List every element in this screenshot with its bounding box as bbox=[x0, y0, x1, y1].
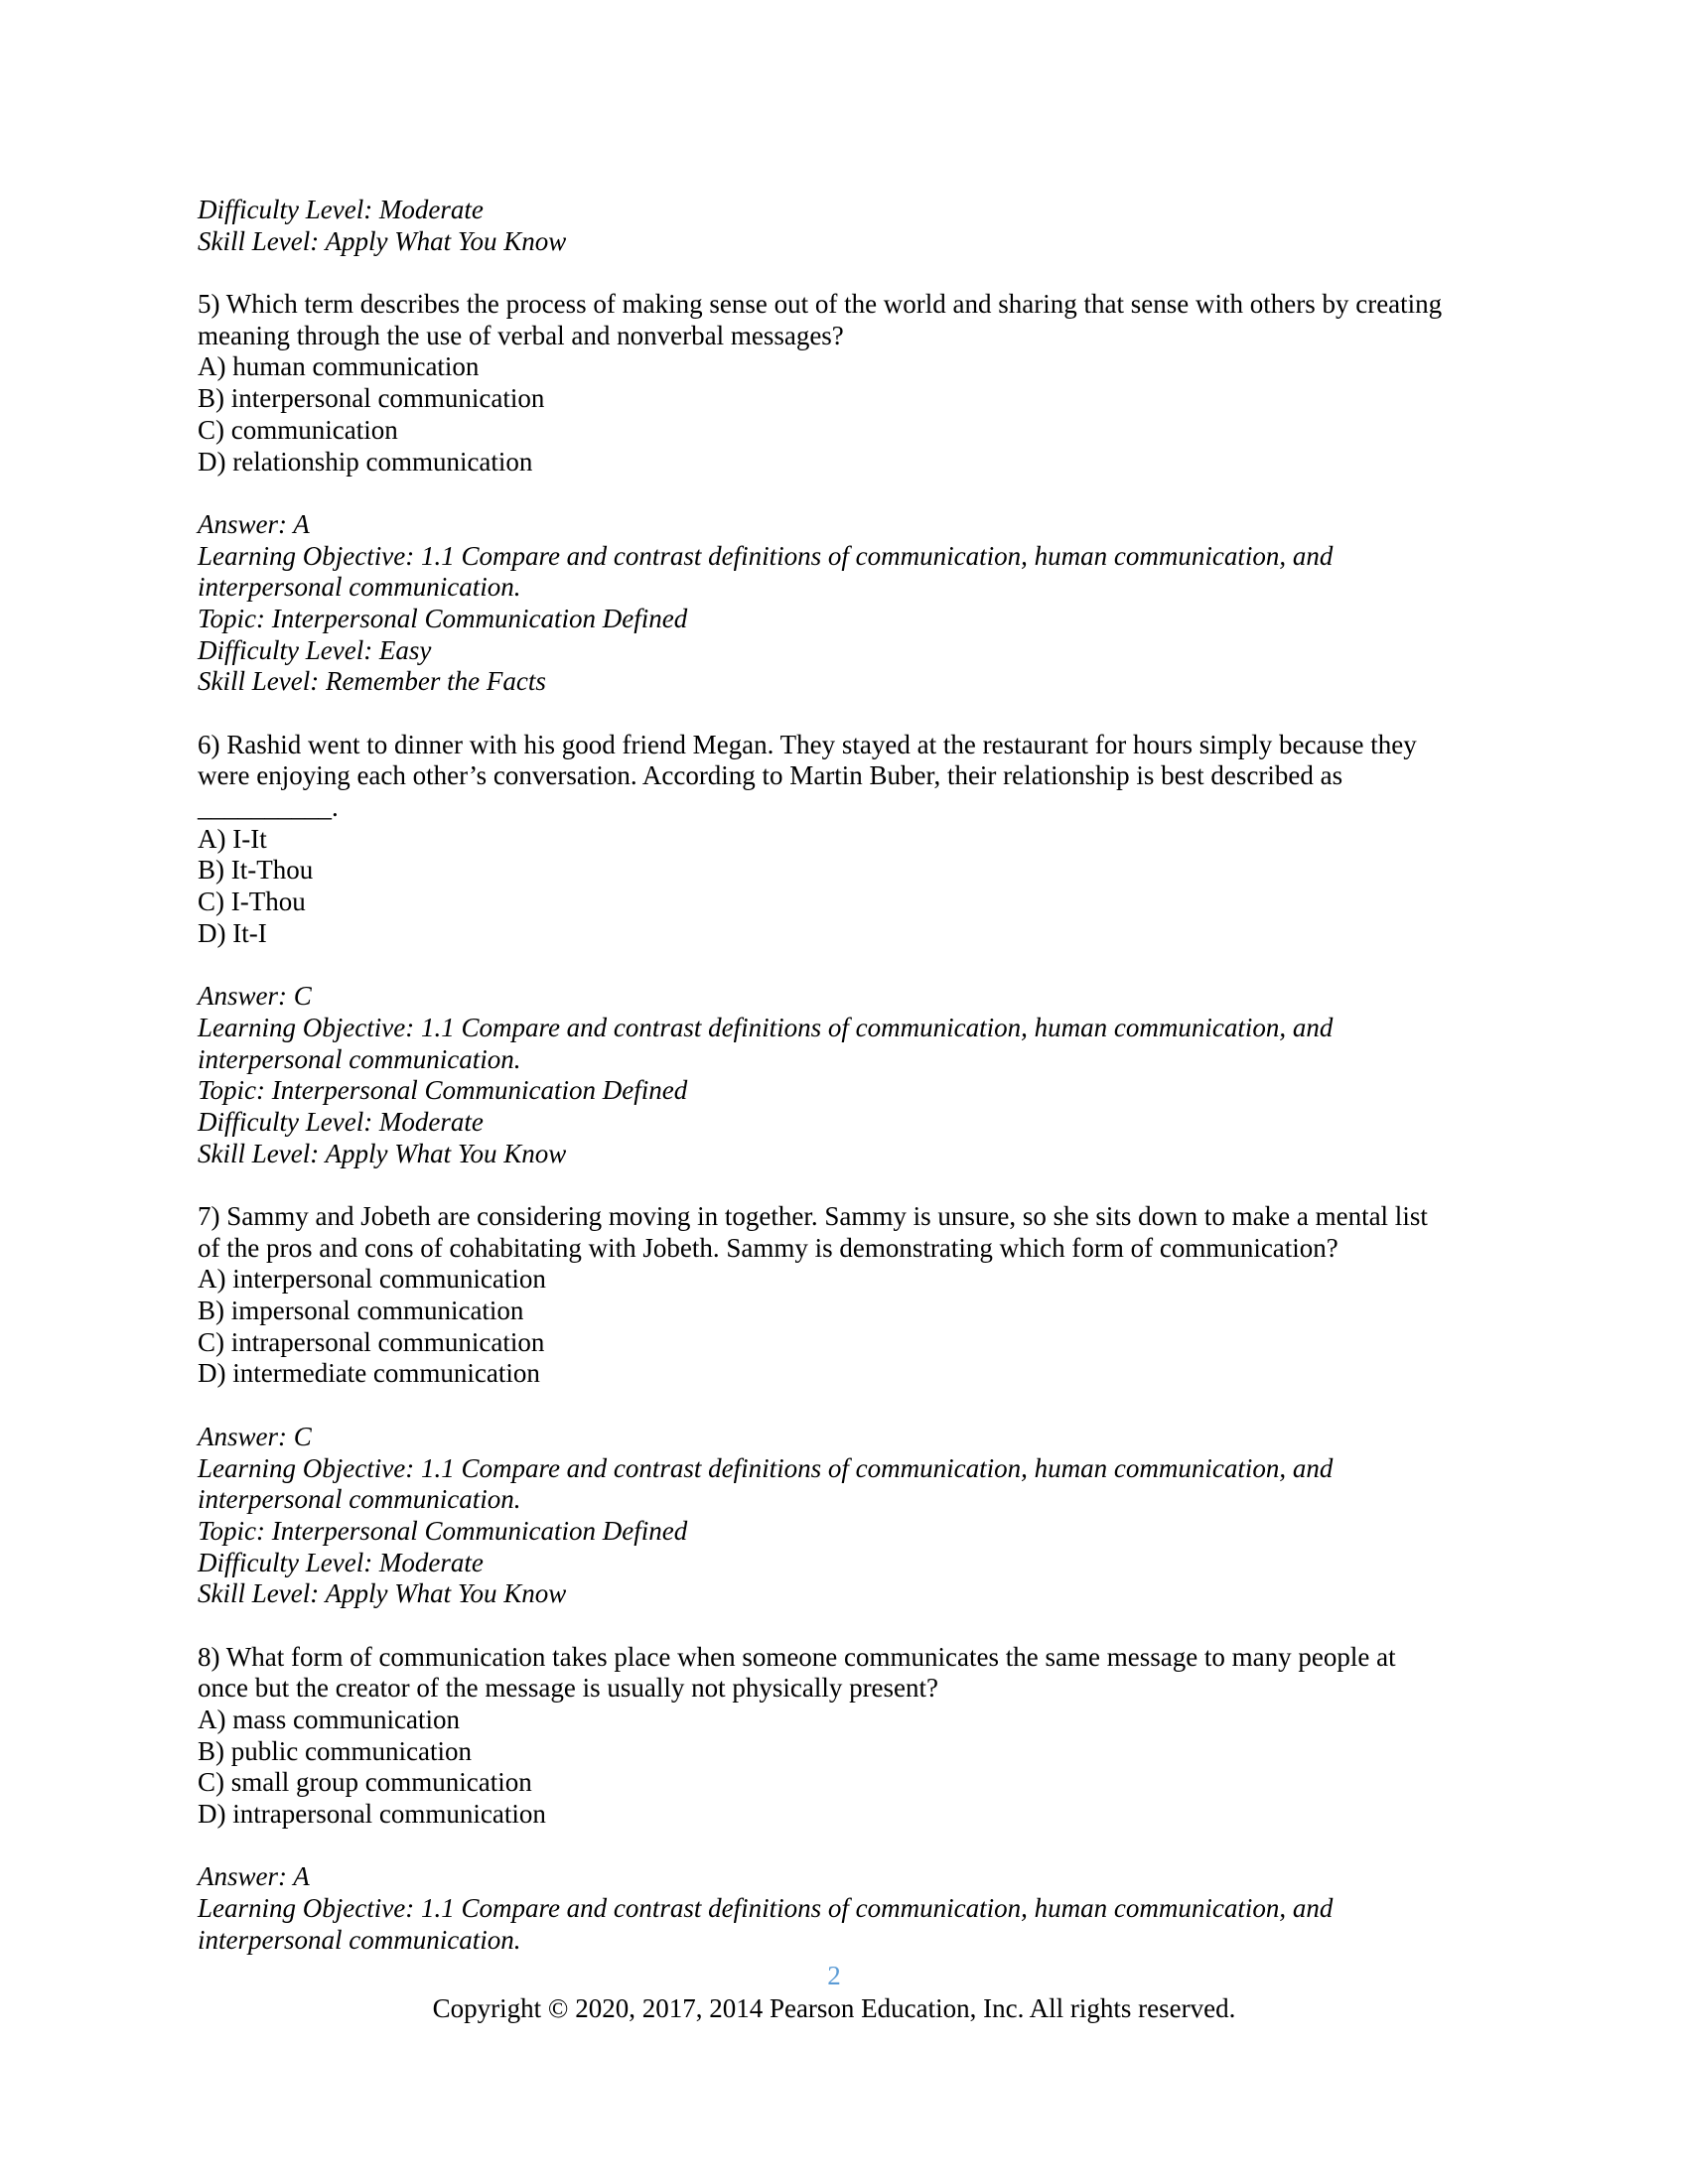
metadata-line: Topic: Interpersonal Communication Defined bbox=[198, 1515, 688, 1546]
metadata-line: Learning Objective: 1.1 Compare and contrast definitions of communication, human communication, and bbox=[198, 1893, 1334, 1924]
answer-option: C) intrapersonal communication bbox=[198, 1326, 545, 1357]
question-text: were enjoying each other’s conversation. According to Martin Buber, their relationship is best described as bbox=[198, 760, 1343, 791]
answer-option: A) interpersonal communication bbox=[198, 1264, 546, 1295]
metadata-line: Skill Level: Apply What You Know bbox=[198, 1138, 567, 1168]
answer-option: A) human communication bbox=[198, 351, 480, 382]
question-text: once but the creator of the message is usually not physically present? bbox=[198, 1673, 939, 1704]
metadata-line: Answer: A bbox=[198, 1861, 310, 1892]
paragraph-spacer bbox=[198, 1390, 1488, 1422]
question-text: of the pros and cons of cohabitating with Jobeth. Sammy is demonstrating which form of communication? bbox=[198, 1232, 1338, 1263]
question-block bbox=[198, 289, 1488, 478]
question-block bbox=[198, 730, 1488, 950]
metadata-line: Learning Objective: 1.1 Compare and contrast definitions of communication, human communication, and bbox=[198, 1452, 1334, 1483]
answer-option: C) I-Thou bbox=[198, 887, 306, 917]
answer-option: B) It-Thou bbox=[198, 855, 314, 886]
question-block bbox=[198, 1201, 1488, 1390]
paragraph-spacer bbox=[198, 257, 1488, 289]
question-block bbox=[198, 1642, 1488, 1831]
paragraph-spacer bbox=[198, 478, 1488, 509]
answer-option: D) intrapersonal communication bbox=[198, 1799, 546, 1830]
answer-metadata-block bbox=[198, 1422, 1488, 1610]
metadata-line: Answer: A bbox=[198, 508, 310, 539]
metadata-line: Difficulty Level: Easy bbox=[198, 634, 432, 665]
paragraph-spacer bbox=[198, 698, 1488, 730]
metadata-line: interpersonal communication. bbox=[198, 1484, 521, 1515]
metadata-line: Difficulty Level: Moderate bbox=[198, 1547, 484, 1577]
metadata-line: interpersonal communication. bbox=[198, 1043, 521, 1074]
metadata-line: Answer: C bbox=[198, 1421, 312, 1451]
answer-option: D) relationship communication bbox=[198, 446, 533, 477]
answer-metadata-block bbox=[198, 981, 1488, 1169]
answer-option: C) small group communication bbox=[198, 1767, 532, 1798]
paragraph-spacer bbox=[198, 1610, 1488, 1642]
question-text: 8) What form of communication takes place when someone communicates the same message to many people at bbox=[198, 1641, 1396, 1672]
metadata-line: interpersonal communication. bbox=[198, 572, 521, 603]
answer-option: D) It-I bbox=[198, 917, 267, 948]
answer-option: B) public communication bbox=[198, 1735, 472, 1766]
answer-option: B) interpersonal communication bbox=[198, 383, 545, 414]
paragraph-spacer bbox=[198, 1831, 1488, 1862]
metadata-line: Skill Level: Remember the Facts bbox=[198, 666, 546, 697]
metadata-line: Topic: Interpersonal Communication Defined bbox=[198, 1075, 688, 1106]
answer-option: D) intermediate communication bbox=[198, 1358, 540, 1389]
question-text: 6) Rashid went to dinner with his good friend Megan. They stayed at the restaurant for hours simply because they bbox=[198, 729, 1417, 759]
answer-metadata-block bbox=[198, 195, 1488, 257]
metadata-line: Difficulty Level: Moderate bbox=[198, 195, 484, 224]
metadata-line: Answer: C bbox=[198, 981, 312, 1012]
metadata-line: interpersonal communication. bbox=[198, 1924, 521, 1955]
document-body bbox=[198, 195, 1488, 1957]
paragraph-spacer bbox=[198, 1169, 1488, 1201]
paragraph-spacer bbox=[198, 950, 1488, 982]
answer-option: A) mass communication bbox=[198, 1705, 460, 1734]
metadata-line: Skill Level: Apply What You Know bbox=[198, 1578, 567, 1609]
metadata-line: Learning Objective: 1.1 Compare and contrast definitions of communication, human communication, and bbox=[198, 540, 1334, 571]
question-text: meaning through the use of verbal and nonverbal messages? bbox=[198, 320, 844, 350]
metadata-line: Topic: Interpersonal Communication Defined bbox=[198, 603, 688, 633]
answer-option: C) communication bbox=[198, 414, 398, 445]
page-number: 2 bbox=[827, 1961, 841, 1990]
metadata-line: Learning Objective: 1.1 Compare and contrast definitions of communication, human communication, and bbox=[198, 1012, 1334, 1042]
question-text: 7) Sammy and Jobeth are considering moving in together. Sammy is unsure, so she sits down to make a mental list bbox=[198, 1201, 1428, 1231]
answer-metadata-block bbox=[198, 1861, 1488, 1956]
answer-option: B) impersonal communication bbox=[198, 1296, 524, 1326]
question-text: __________. bbox=[198, 792, 339, 823]
metadata-line: Skill Level: Apply What You Know bbox=[198, 225, 567, 256]
answer-metadata-block bbox=[198, 509, 1488, 698]
question-text: 5) Which term describes the process of making sense out of the world and sharing that sense with others by creating bbox=[198, 289, 1443, 320]
copyright-notice: Copyright © 2020, 2017, 2014 Pearson Education, Inc. All rights reserved. bbox=[432, 1993, 1236, 2023]
metadata-line: Difficulty Level: Moderate bbox=[198, 1106, 484, 1137]
answer-option: A) I-It bbox=[198, 823, 267, 854]
